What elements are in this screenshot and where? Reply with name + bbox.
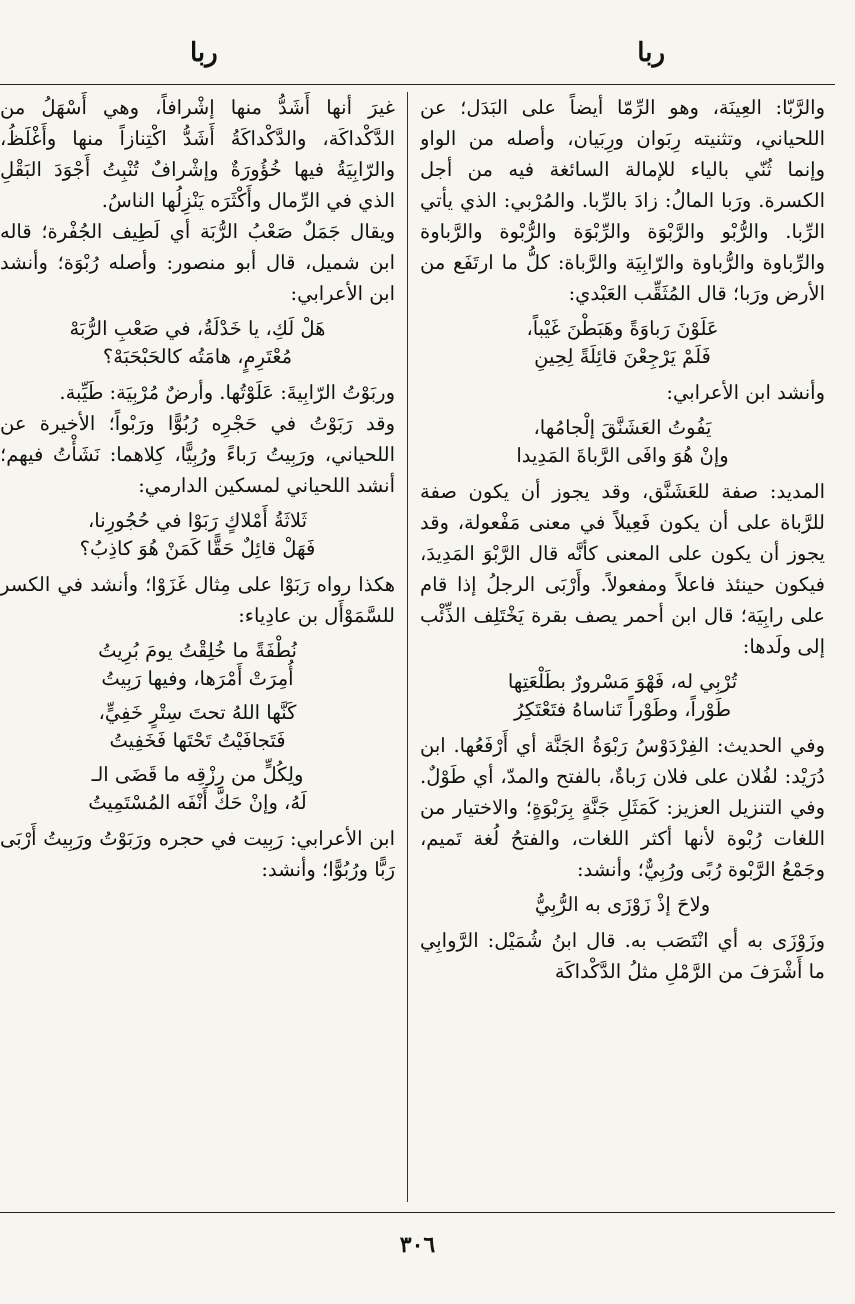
verse-line: هَلْ لَكِ، يا خَدْلَةُ، في صَعْبِ الرُّبَهْ — [69, 317, 326, 340]
verse-line: مُعْتَرِمٍ، هامَتُه كالحَبْحَبَهْ؟ — [102, 345, 293, 368]
paragraph: ابن الأعرابي: رَبِيت في حجره ورَبَوْتُ ورَبِيتُ أَرْبَى رَبًّا ورُبُوًّا؛ وأنشد: — [0, 827, 395, 881]
paragraph: هكذا رواه رَبَوْا على مِثال غَزَوْا؛ وأنشد في الكسر للسَّمَوْأَل بن عادِياء: — [0, 573, 395, 627]
paragraph: وربَوْتُ الرّابِيةَ: عَلَوْتُها. وأرضٌ مُرْبِيَة: طَيِّبة. — [59, 381, 395, 404]
paragraph: وزَوْزَى به أي انْتَصَب به. قال ابنُ شُمَيْل: الرَّوابِي ما أَشْرَفَ من الرَّمْلِ مثلُ الدَّكْداكَة — [420, 929, 825, 983]
verse — [420, 891, 825, 919]
paragraph: المديد: صفة للعَشَنَّق، وقد يجوز أن يكون صفة للرَّباة على أن يكون فَعِيلاً في معنى مَفْعولة، وقد يجوز أن يكون على المعنى كأنَّه قال الرَّبْوَ المَدِيدَ، فيكون حينئذ فاعلاً ومفعولاً. وأَرْبَى الرجلُ إذا قام على رابِيَة؛ قال ابن أحمر يصف بقرة يَخْتَلِف الذِّئْب إلى ولَدها: — [420, 480, 825, 658]
verse — [0, 315, 395, 371]
paragraph: وأنشد ابن الأعرابي: — [666, 381, 825, 404]
verse-line: أُمِرَتْ أَمْرَها، وفيها رَبِيتُ — [101, 667, 294, 690]
right-column — [420, 92, 825, 1204]
header-rule — [0, 84, 835, 85]
left-column — [0, 92, 395, 1204]
verse-line: يَفُوتُ العَشَنَّقَ إلْجامُها، — [533, 416, 712, 439]
verse-line: ثَلاثَةُ أَمْلاكٍ رَبَوْا في حُجُورِنا، — [87, 509, 307, 532]
page-number: ٣٠٦ — [399, 1232, 436, 1258]
verse-line: تُرْبِي له، فَهْوَ مَسْرورٌ بطَلْعَتِها — [507, 670, 738, 693]
page-header — [0, 30, 855, 80]
verse — [0, 637, 395, 693]
verse-line: لَهُ، وإنْ حَكَّ أَنْفَه المُسْتَمِيتُ — [88, 791, 307, 814]
verse — [420, 414, 825, 470]
paragraph: ويقال جَمَلٌ صَعْبُ الرُّبَة أي لَطِيف الجُفْرة؛ قاله ابن شميل، قال أبو منصور: وأصله رُبْوَة؛ وأنشد ابن الأعرابي: — [0, 220, 395, 305]
verse-line: كَنَّها اللهُ تحتَ سِتْرٍ خَفِيٍّ، — [98, 701, 297, 724]
verse-line: وإنْ هُوَ وافَى الرَّباةَ المَدِيدا — [516, 444, 729, 467]
verse — [420, 315, 825, 371]
verse — [0, 699, 395, 755]
verse — [0, 507, 395, 563]
verse — [0, 761, 395, 817]
verse — [420, 668, 825, 724]
verse-line: عَلَوْنَ رَباوَةً وهَبَطْنَ غَيْباً، — [526, 317, 719, 340]
paragraph: غيرَ أنها أَشَدُّ منها إشْرافاً، وهي أَسْهَلُ من الدَّكْداكَة، والدَّكْداكَةُ أَشَدُّ اكْتِنازاً منها وأَغْلَظُ، والرّابِيَةُ فيها خُؤُورَةٌ وإشْرافٌ تُنْبِتُ أَجْوَدَ البَقْلِ الذي في الرِّمال وأَكْثَرَه يَنْزِلُها الناسُ. — [0, 96, 395, 212]
verse-line: فَتَجافَيْتُ تَحْتَها فَخَفِيتُ — [109, 729, 286, 752]
paragraph: وقد رَبَوْتُ في حَجْرِه رُبُوًّا ورَبْواً؛ الأخيرة عن اللحياني، ورَبِيتُ رَباءً ورُبِيًّا، كِلاهما: نَشَأْتُ فيهم؛ أنشد اللحياني لمسكين الدارمي: — [0, 412, 395, 497]
verse-line: فَلَمْ يَرْجِعْنَ قائِلَةً لِحِينِ — [534, 345, 711, 368]
paragraph: وفي الحديث: الفِرْدَوْسُ رَبْوَةُ الجَنَّة أي أَرْفَعُها. ابن دُرَيْد: لفُلان على فلان رَباةٌ، بالفتح والمدّ، أي طَوْلٌ. وفي التنزيل العزيز: كَمَثَلِ جَنَّةٍ بِرَبْوَةٍ؛ والاختيار من اللغات رُبْوة لأنها أكثر اللغات، والفتحُ لُغة تَميم، وجَمْعُ الرَّبْوة رُبًى ورُبِيٌّ؛ وأنشد: — [420, 734, 825, 881]
paragraph: والرَّبّا: العِينَة، وهو الرِّمّا أيضاً على البَدَل؛ عن اللحياني، وتثنيته رِبَوان ورِبَيان، وأصله من الواو وإنما ثُنّي بالياء للإمالة السائغة فيه من أجل الكسرة. ورَبا المالُ: زادَ بالرِّبا. والمُرْبي: الذي يأتي الرِّبا. والرُّبْو والرَّبْوَة والرِّبْوَة والرُّبْوة والرَّباوة والرِّباوة والرُّباوة والرّابِيَة والرَّباة: كلُّ ما ارتَفَع من الأرض ورَبا؛ قال المُثَقِّب العَبْدي: — [420, 96, 825, 305]
verse-line: طَوْراً، وطَوْراً تَناساهُ فتَعْتَكِرُ — [514, 698, 731, 721]
footer-rule — [0, 1212, 835, 1213]
verse-line: فَهَلْ قائِلٌ حَقًّا كَمَنْ هُوَ كاذِبُ؟ — [79, 537, 316, 560]
header-word-right: ربا — [637, 38, 665, 68]
verse-line: ولِكُلٍّ من رِزْقِه ما قَضَى الـ — [91, 763, 304, 786]
verse-line: ولاحَ إذْ زَوْزَى به الرُّبِيُّ — [534, 893, 711, 916]
header-word-left: ربا — [190, 38, 218, 68]
column-divider — [407, 92, 408, 1202]
verse-line: نُطْفَةً ما خُلِقْتُ يومَ بُرِيتُ — [98, 639, 297, 662]
